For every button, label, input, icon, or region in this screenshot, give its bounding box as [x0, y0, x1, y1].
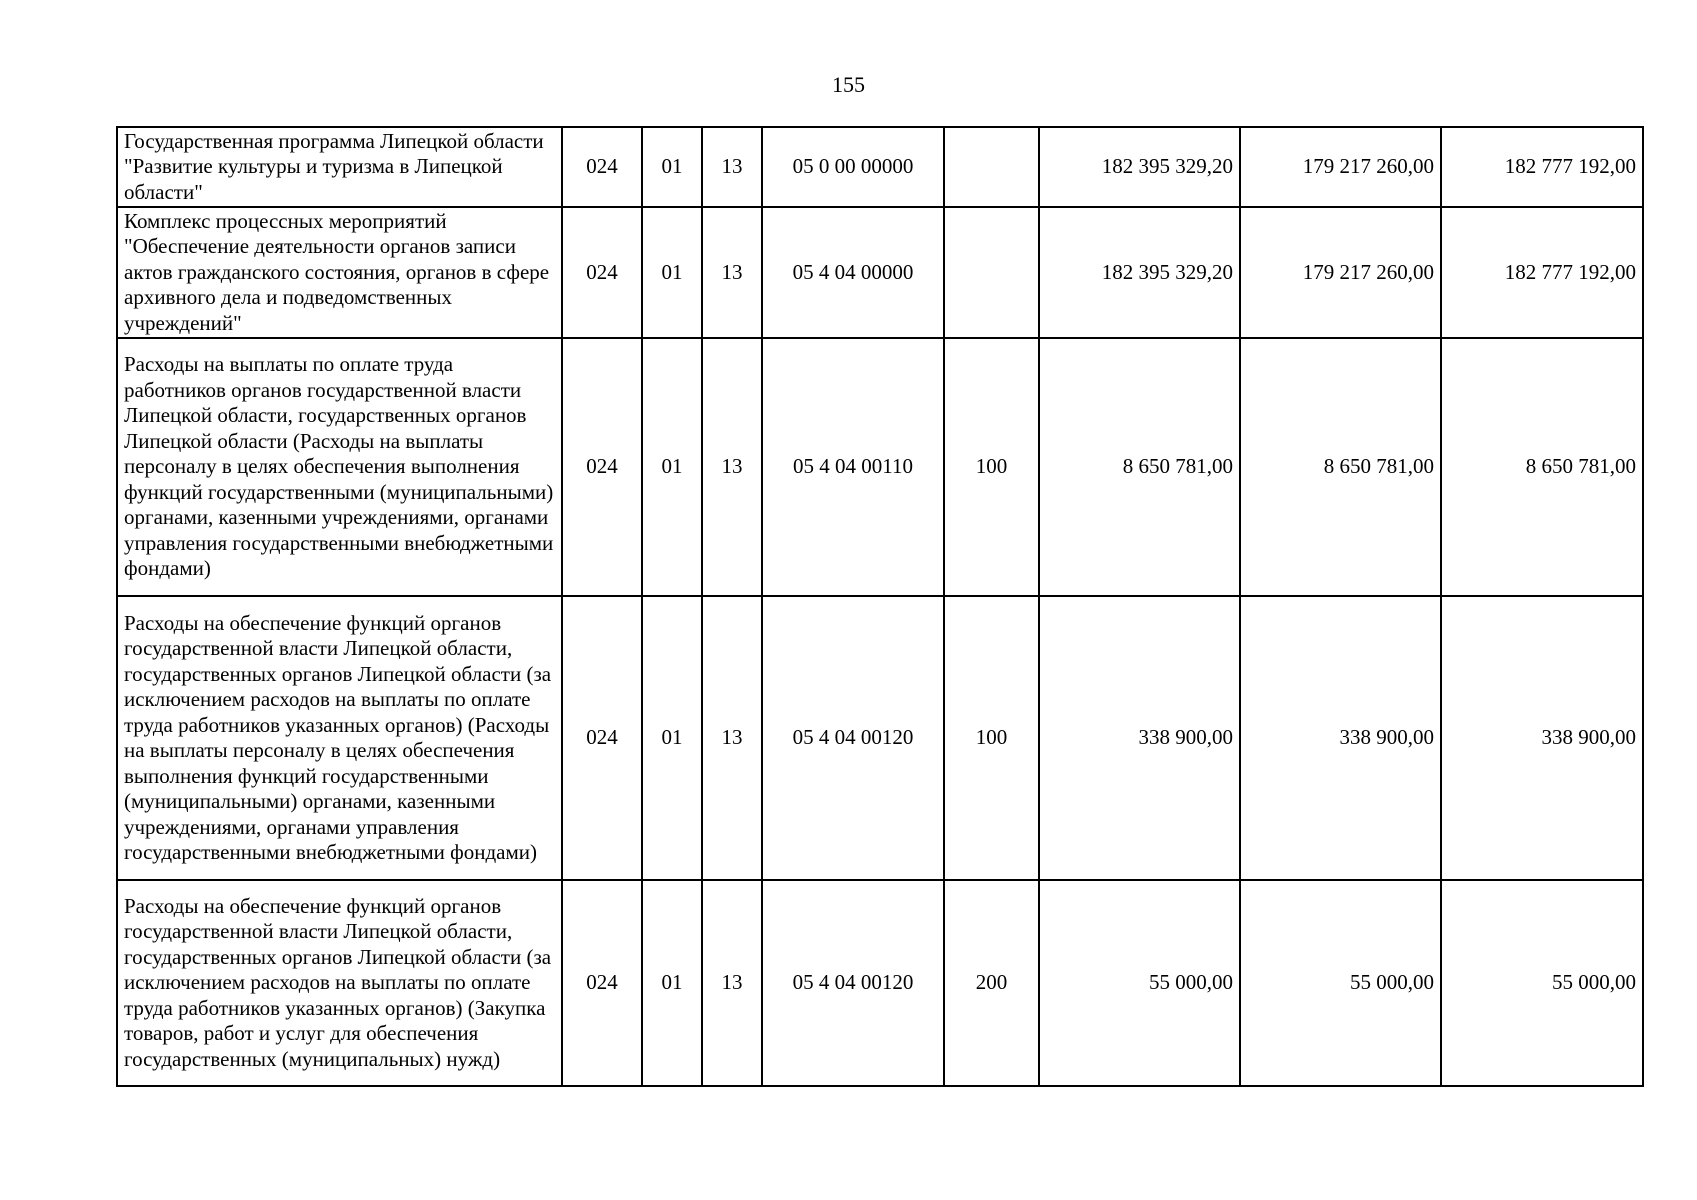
- section-code: 01: [642, 880, 702, 1086]
- amount-3: 182 777 192,00: [1441, 207, 1643, 338]
- amount-2: 55 000,00: [1240, 880, 1441, 1086]
- budget-table: [116, 126, 1644, 1087]
- amount-3: 338 900,00: [1441, 596, 1643, 880]
- expense-type-code: 100: [944, 596, 1039, 880]
- row-name: Расходы на обеспечение функций органов государственной власти Липецкой области, государственных органов Липецкой области (за исключением расходов на выплаты по оплате труда работников указанных органов) (Закупка товаров, работ и услуг для обеспечения государственных (муниципальных) нужд): [117, 880, 562, 1086]
- section-code: 01: [642, 127, 702, 207]
- ministry-code: 024: [562, 127, 642, 207]
- amount-3: 55 000,00: [1441, 880, 1643, 1086]
- amount-2: 8 650 781,00: [1240, 338, 1441, 596]
- subsection-code: 13: [702, 880, 762, 1086]
- section-code: 01: [642, 207, 702, 338]
- ministry-code: 024: [562, 596, 642, 880]
- amount-2: 179 217 260,00: [1240, 127, 1441, 207]
- subsection-code: 13: [702, 127, 762, 207]
- subsection-code: 13: [702, 207, 762, 338]
- expense-type-code: [944, 207, 1039, 338]
- expense-type-code: [944, 127, 1039, 207]
- amount-1: 182 395 329,20: [1039, 127, 1240, 207]
- amount-3: 8 650 781,00: [1441, 338, 1643, 596]
- amount-2: 179 217 260,00: [1240, 207, 1441, 338]
- amount-2: 338 900,00: [1240, 596, 1441, 880]
- target-code: 05 4 04 00120: [762, 880, 944, 1086]
- target-code: 05 0 00 00000: [762, 127, 944, 207]
- table-row: [117, 207, 1643, 338]
- table-row: [117, 338, 1643, 596]
- target-code: 05 4 04 00110: [762, 338, 944, 596]
- expense-type-code: 200: [944, 880, 1039, 1086]
- row-name: Государственная программа Липецкой области "Развитие культуры и туризма в Липецкой области": [117, 127, 562, 207]
- table-row: [117, 880, 1643, 1086]
- amount-1: 55 000,00: [1039, 880, 1240, 1086]
- ministry-code: 024: [562, 338, 642, 596]
- row-name: Комплекс процессных мероприятий "Обеспечение деятельности органов записи актов гражданского состояния, органов в сфере архивного дела и подведомственных учреждений": [117, 207, 562, 338]
- subsection-code: 13: [702, 596, 762, 880]
- target-code: 05 4 04 00000: [762, 207, 944, 338]
- page-number: 155: [832, 72, 865, 97]
- section-code: 01: [642, 338, 702, 596]
- subsection-code: 13: [702, 338, 762, 596]
- amount-1: 338 900,00: [1039, 596, 1240, 880]
- row-name: Расходы на обеспечение функций органов государственной власти Липецкой области, государственных органов Липецкой области (за исключением расходов на выплаты по оплате труда работников указанных органов) (Расходы на выплаты персоналу в целях обеспечения выполнения функций государственными (муниципальными) органами, казенными учреждениями, органами управления государственными внебюджетными фондами): [117, 596, 562, 880]
- amount-1: 182 395 329,20: [1039, 207, 1240, 338]
- ministry-code: 024: [562, 207, 642, 338]
- row-name: Расходы на выплаты по оплате труда работников органов государственной власти Липецкой области, государственных органов Липецкой области (Расходы на выплаты персоналу в целях обеспечения выполнения функций государственными (муниципальными) органами, казенными учреждениями, органами управления государственными внебюджетными фондами): [117, 338, 562, 596]
- table-row: [117, 127, 1643, 207]
- expense-type-code: 100: [944, 338, 1039, 596]
- table-row: [117, 596, 1643, 880]
- ministry-code: 024: [562, 880, 642, 1086]
- target-code: 05 4 04 00120: [762, 596, 944, 880]
- amount-3: 182 777 192,00: [1441, 127, 1643, 207]
- section-code: 01: [642, 596, 702, 880]
- amount-1: 8 650 781,00: [1039, 338, 1240, 596]
